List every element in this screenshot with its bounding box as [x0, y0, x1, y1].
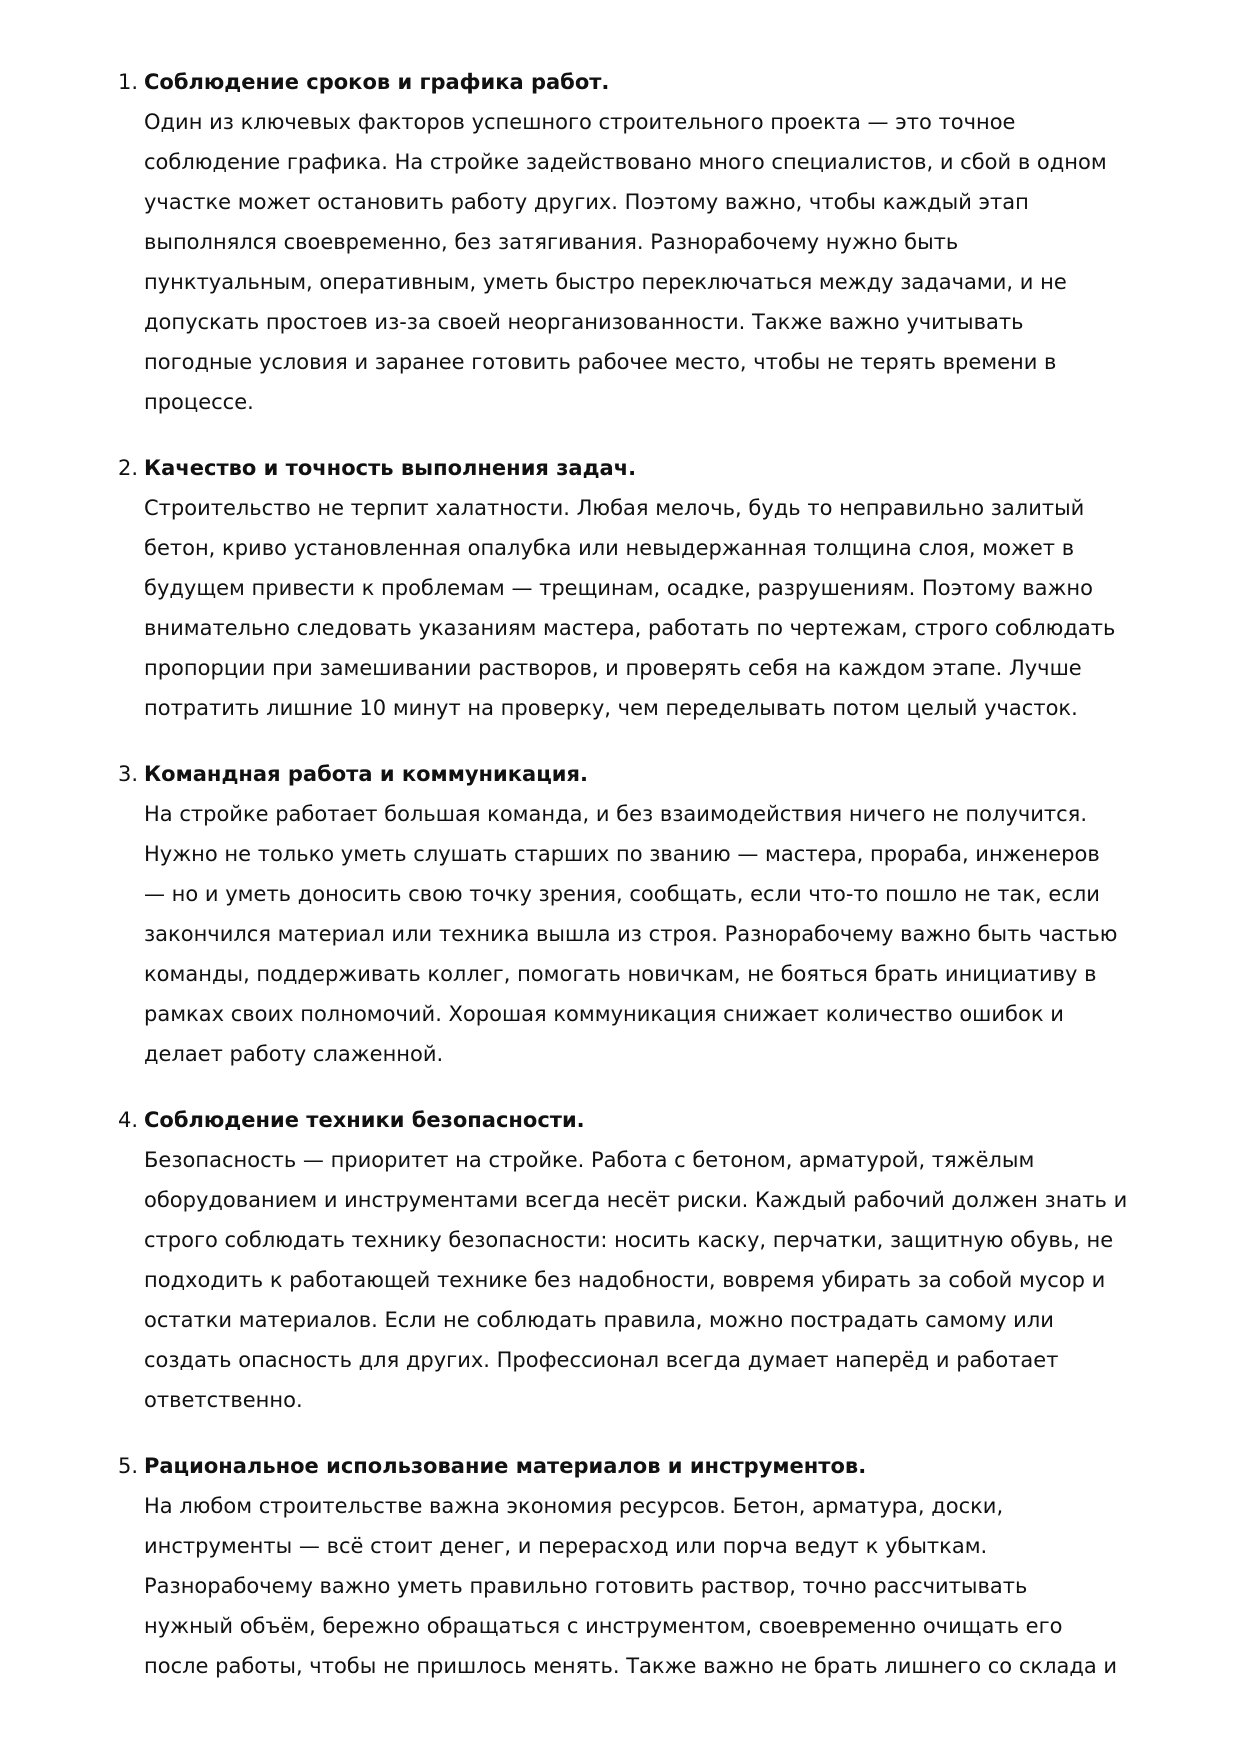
body-line: остатки материалов. Если не соблюдать правила, можно пострадать самому или [144, 1308, 1054, 1332]
body-line: бетон, криво установленная опалубка или невыдержанная толщина слоя, может в [144, 536, 1075, 560]
item-body [144, 794, 1163, 1074]
body-line: потратить лишние 10 минут на проверку, чем переделывать потом целый участок. [144, 696, 1078, 720]
body-line: строго соблюдать технику безопасности: носить каску, перчатки, защитную обувь, не [144, 1228, 1114, 1252]
body-line: выполнялся своевременно, без затягивания. Разнорабочему нужно быть [144, 230, 959, 254]
body-line: после работы, чтобы не пришлось менять. Также важно не брать лишнего со склада и [144, 1654, 1118, 1678]
body-line: На любом строительстве важна экономия ресурсов. Бетон, арматура, доски, [144, 1494, 1004, 1518]
item-title: Соблюдение сроков и графика работ. [144, 70, 610, 94]
item-body [144, 1486, 1163, 1686]
item-body [144, 1140, 1163, 1420]
item-number: 1. [118, 70, 139, 94]
list-item [118, 754, 1163, 1074]
list-item [118, 1446, 1163, 1686]
body-line: пунктуальным, оперативным, уметь быстро переключаться между задачами, и не [144, 270, 1067, 294]
item-number: 4. [118, 1108, 139, 1132]
body-line: Нужно не только уметь слушать старших по званию — мастера, прораба, инженеров [144, 842, 1100, 866]
body-line: Один из ключевых факторов успешного строительного проекта — это точное [144, 110, 1016, 134]
body-line: соблюдение графика. На стройке задействовано много специалистов, и сбой в одном [144, 150, 1107, 174]
item-body [144, 102, 1163, 422]
body-line: инструменты — всё стоит денег, и перерасход или порча ведут к убыткам. [144, 1534, 988, 1558]
body-line: процессе. [144, 390, 254, 414]
body-line: — но и уметь доносить свою точку зрения, сообщать, если что-то пошло не так, если [144, 882, 1100, 906]
body-line: будущем привести к проблемам — трещинам, осадке, разрушениям. Поэтому важно [144, 576, 1093, 600]
item-title: Рациональное использование материалов и инструментов. [144, 1454, 867, 1478]
body-line: Разнорабочему важно уметь правильно готовить раствор, точно рассчитывать [144, 1574, 1028, 1598]
body-line: нужный объём, бережно обращаться с инструментом, своевременно очищать его [144, 1614, 1063, 1638]
body-line: команды, поддерживать коллег, помогать новичкам, не бояться брать инициативу в [144, 962, 1097, 986]
body-line: внимательно следовать указаниям мастера, работать по чертежам, строго соблюдать [144, 616, 1116, 640]
body-line: На стройке работает большая команда, и без взаимодействия ничего не получится. [144, 802, 1087, 826]
item-title: Качество и точность выполнения задач. [144, 456, 637, 480]
body-line: оборудованием и инструментами всегда несёт риски. Каждый рабочий должен знать и [144, 1188, 1128, 1212]
body-line: делает работу слаженной. [144, 1042, 444, 1066]
item-title: Соблюдение техники безопасности. [144, 1108, 585, 1132]
body-line: погодные условия и заранее готовить рабочее место, чтобы не терять времени в [144, 350, 1057, 374]
body-line: закончился материал или техника вышла из строя. Разнорабочему важно быть частью [144, 922, 1118, 946]
body-line: подходить к работающей технике без надобности, вовремя убирать за собой мусор и [144, 1268, 1106, 1292]
item-title: Командная работа и коммуникация. [144, 762, 588, 786]
item-number: 5. [118, 1454, 139, 1478]
list-item [118, 62, 1163, 422]
item-number: 2. [118, 456, 139, 480]
item-number: 3. [118, 762, 139, 786]
body-line: ответственно. [144, 1388, 303, 1412]
body-line: пропорции при замешивании растворов, и проверять себя на каждом этапе. Лучше [144, 656, 1082, 680]
body-line: участке может остановить работу других. Поэтому важно, чтобы каждый этап [144, 190, 1029, 214]
body-line: допускать простоев из-за своей неорганизованности. Также важно учитывать [144, 310, 1024, 334]
body-line: рамках своих полномочий. Хорошая коммуникация снижает количество ошибок и [144, 1002, 1064, 1026]
item-body [144, 488, 1163, 728]
numbered-list [118, 62, 1163, 1712]
body-line: Строительство не терпит халатности. Любая мелочь, будь то неправильно залитый [144, 496, 1085, 520]
list-item [118, 448, 1163, 728]
body-line: Безопасность — приоритет на стройке. Работа с бетоном, арматурой, тяжёлым [144, 1148, 1035, 1172]
list-item [118, 1100, 1163, 1420]
body-line: создать опасность для других. Профессионал всегда думает наперёд и работает [144, 1348, 1059, 1372]
